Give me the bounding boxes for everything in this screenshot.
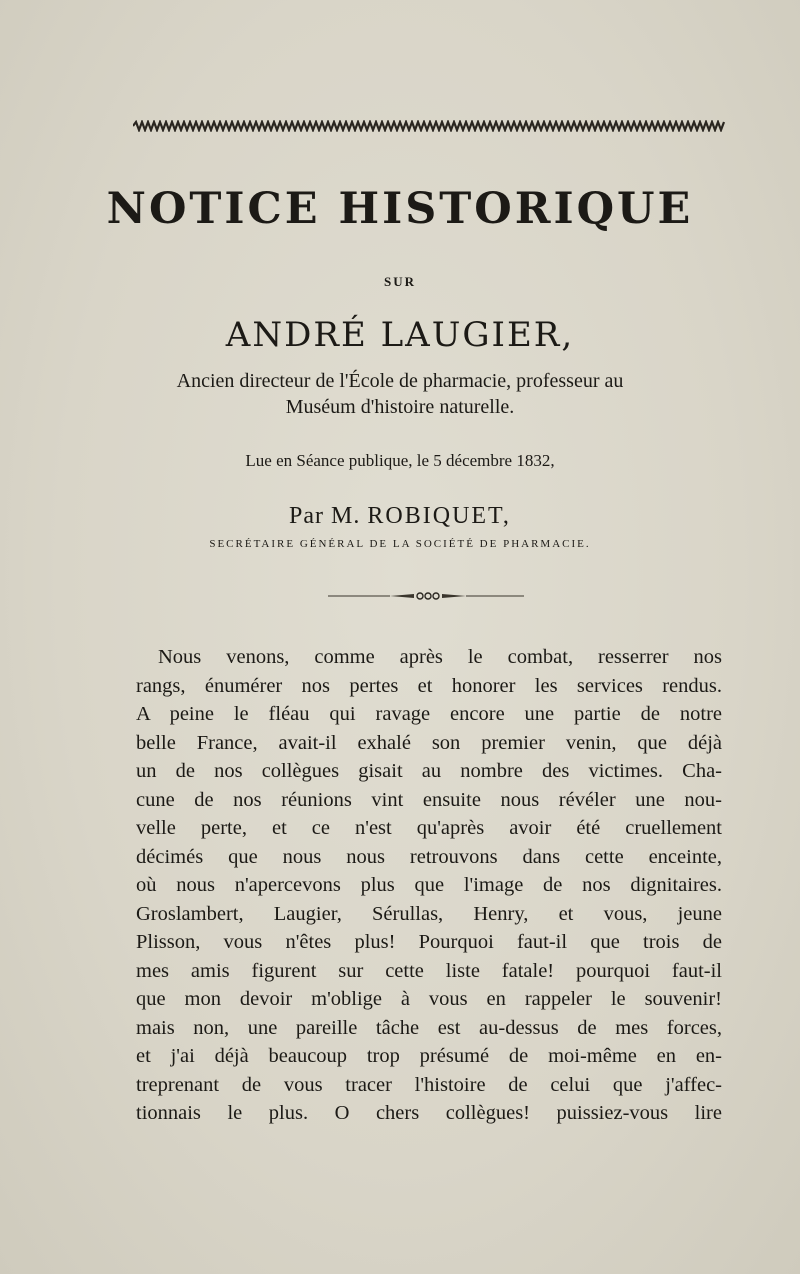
body-line: A peine le fléau qui ravage encore une partie de notre: [136, 703, 722, 725]
body-line: où nous n'apercevons plus que l'image de nos dignitaires.: [136, 874, 722, 896]
body-line: Groslambert, Laugier, Sérullas, Henry, et vous, jeune: [136, 902, 722, 925]
subject-name: ANDRÉ LAUGIER,: [225, 315, 575, 355]
body-line: un de nos collègues gisait au nombre des victimes. Cha-: [136, 760, 722, 782]
author-line: [0, 503, 800, 530]
subject-description-line-2: Muséum d'histoire naturelle.: [285, 396, 515, 418]
decorative-top-rule: [133, 120, 725, 132]
body-line: treprenant de vous tracer l'histoire de celui que j'affec-: [136, 1073, 722, 1096]
body-line: belle France, avait-il exhalé son premier venin, que déjà: [136, 731, 722, 754]
body-line: rangs, énumérer nos pertes et honorer les services rendus.: [136, 674, 722, 697]
body-line: Nous venons, comme après le combat, resserrer nos: [158, 646, 722, 668]
author-role: SECRÉTAIRE GÉNÉRAL DE LA SOCIÉTÉ DE PHARMACIE.: [209, 538, 591, 550]
body-text: [136, 643, 722, 1128]
body-line: cune de nos réunions vint ensuite nous révéler une nou-: [136, 788, 722, 811]
body-line: mes amis figurent sur cette liste fatale! pourquoi faut-il: [136, 959, 722, 982]
notice-title: NOTICE HISTORIQUE: [106, 184, 694, 234]
body-line: tionnais le plus. O chers collègues! puissiez-vous lire: [136, 1102, 722, 1124]
body-line: et j'ai déjà beaucoup trop présumé de moi-même en en-: [136, 1045, 722, 1067]
body-line: velle perte, et ce n'est qu'après avoir été cruellement: [136, 817, 722, 839]
reading-date: Lue en Séance publique, le 5 décembre 1832,: [245, 451, 555, 470]
decorative-ornament: [328, 590, 524, 602]
body-line: que mon devoir m'oblige à vous en rappeler le souvenir!: [136, 988, 722, 1010]
author-prefix: Par M.: [289, 503, 361, 529]
body-line: décimés que nous nous retrouvons dans cette enceinte,: [136, 845, 722, 868]
subject-description-line-1: Ancien directeur de l'École de pharmacie, professeur au: [176, 370, 624, 392]
body-line: mais non, une pareille tâche est au-dessus de mes forces,: [136, 1016, 722, 1039]
author-name: ROBIQUET,: [367, 503, 511, 529]
preposition-sur: SUR: [383, 274, 416, 289]
body-line: Plisson, vous n'êtes plus! Pourquoi faut-il que trois de: [136, 931, 722, 953]
